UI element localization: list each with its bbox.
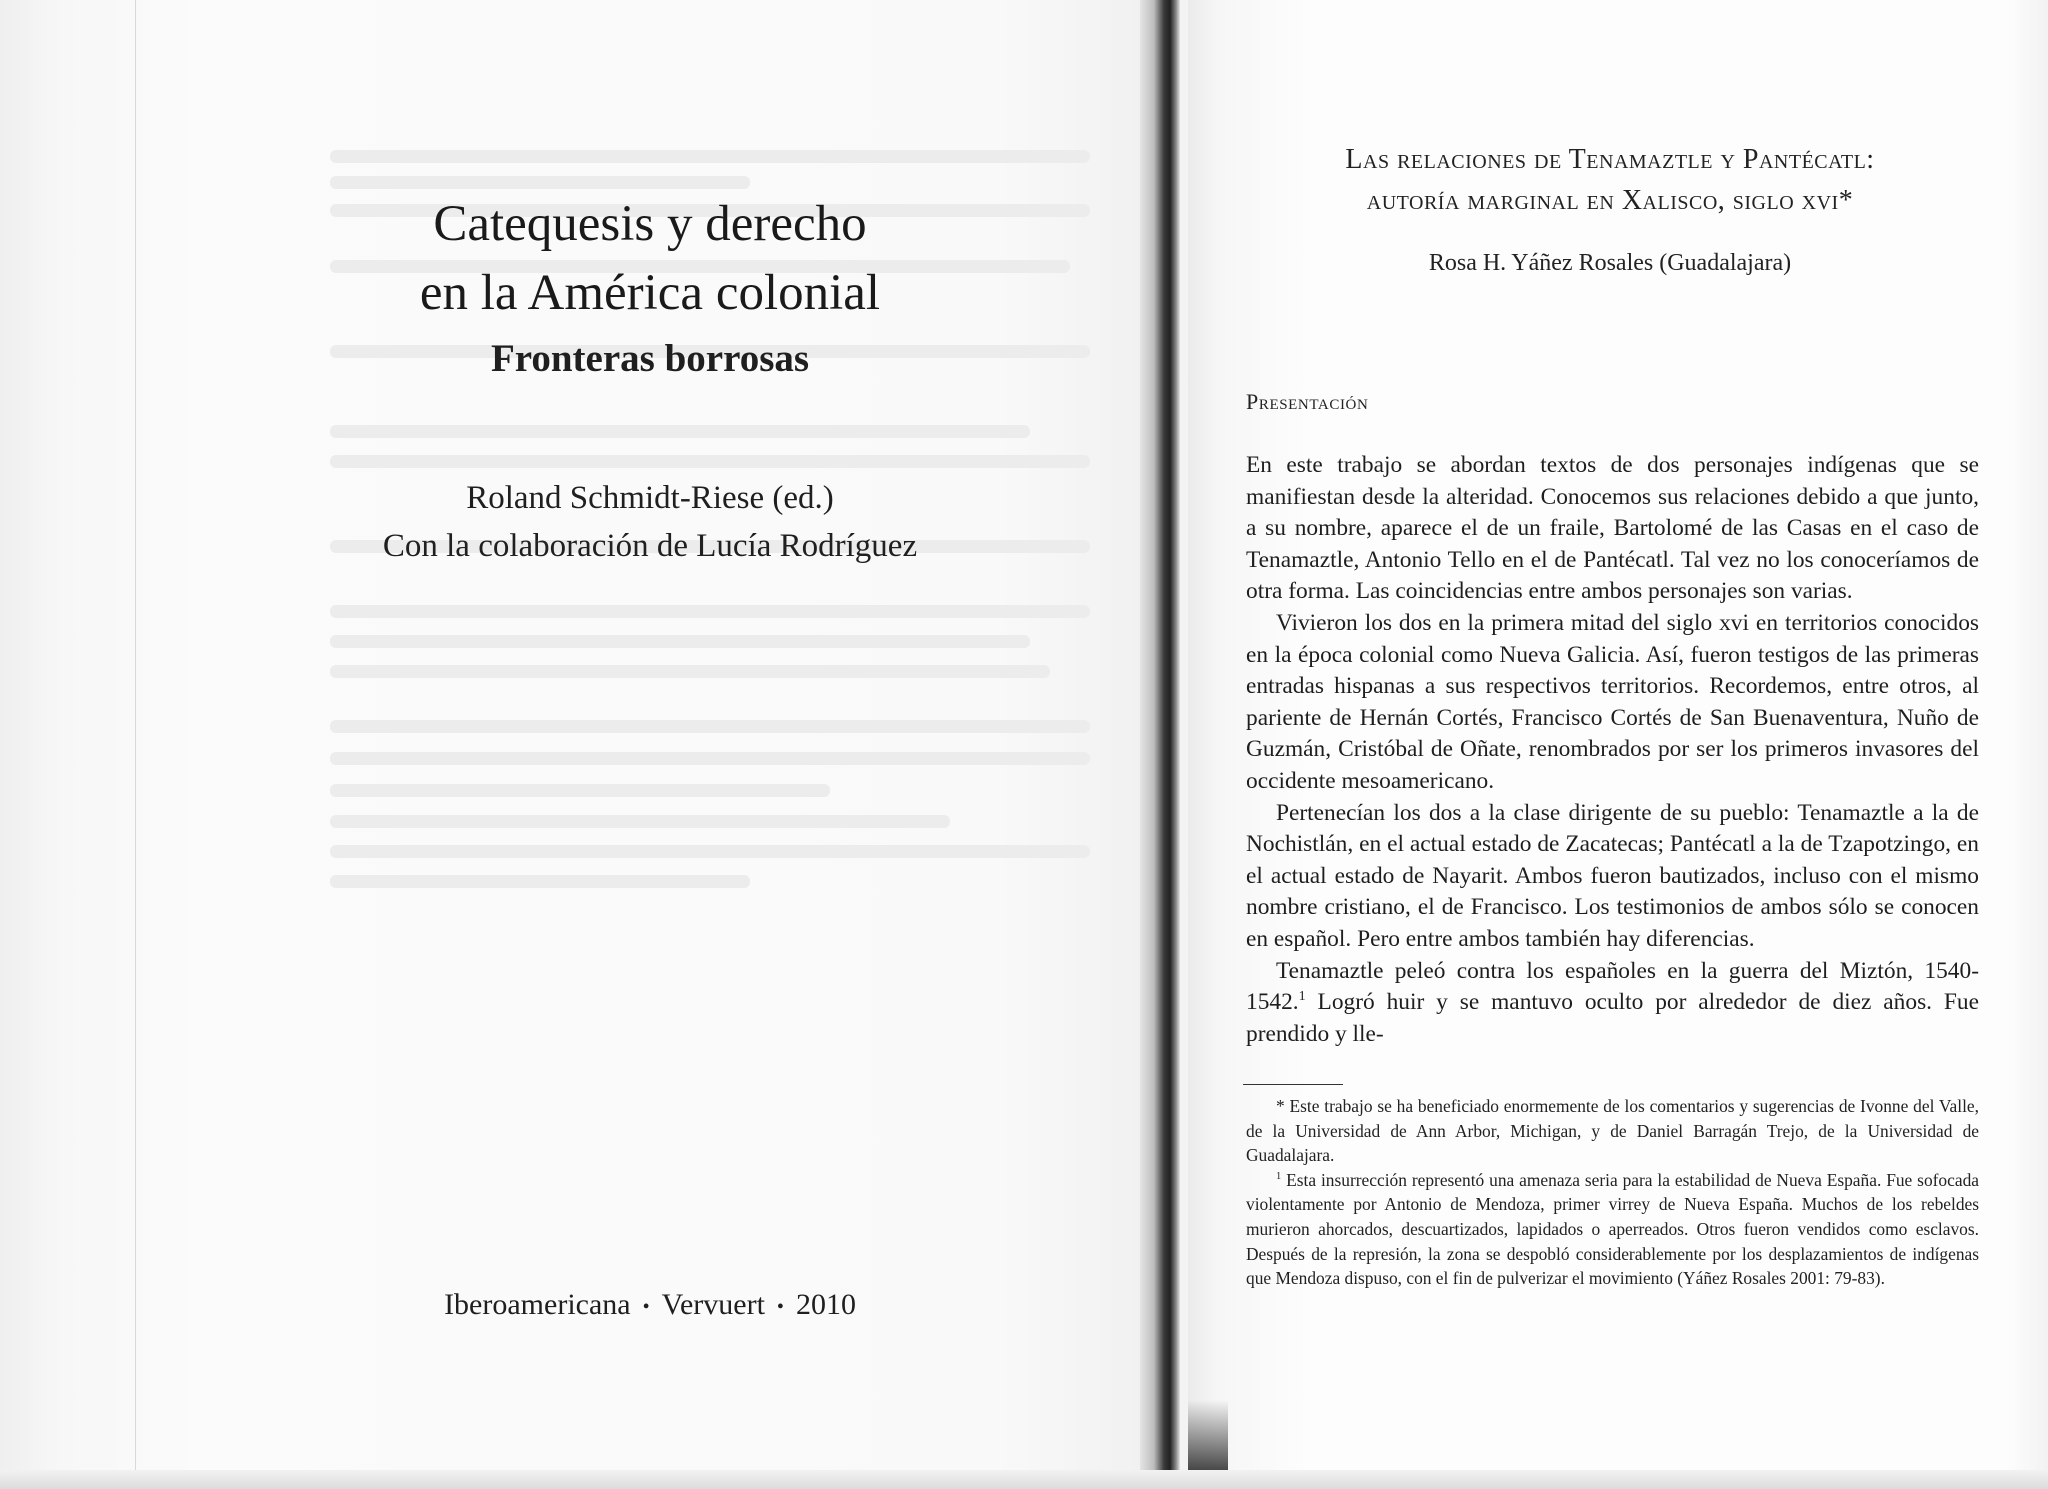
bleed-through-line <box>330 875 750 888</box>
book-title-line-2: en la América colonial <box>419 264 881 321</box>
bullet-separator: • <box>776 1295 784 1318</box>
body-paragraph-text: Logró huir y se mantuvo oculto por alrededor de diez años. Fue prendido y lle- <box>1246 989 1979 1047</box>
publisher-name: Iberoamericana <box>444 1288 631 1321</box>
book-subtitle: Fronteras borrosas <box>490 336 810 380</box>
bleed-through-line <box>330 635 1030 648</box>
article-body <box>1246 450 1979 1050</box>
body-paragraph-text: Tenamaztle peleó contra los españoles en la guerra del Miztón, 1540-1542. <box>1246 957 1979 1016</box>
bleed-through-line <box>330 665 1050 678</box>
bullet-separator: • <box>642 1295 650 1318</box>
spine-gap <box>1180 0 1188 1489</box>
editor-block <box>320 475 980 571</box>
article-title <box>1240 140 1980 221</box>
bleed-through-line <box>330 605 1090 618</box>
publication-year: 2010 <box>795 1288 856 1321</box>
bleed-through-line <box>330 425 1030 438</box>
bleed-through-line <box>330 845 1090 858</box>
page-gutter-line <box>135 0 136 1489</box>
book-title-line-1: Catequesis y derecho <box>433 196 867 252</box>
footnote-text: Esta insurrección representó una amenaza seria para la estabilidad de Nueva España. Fue sofocada violentamente por Antonio de Mendoza, primer virrey de Nueva España. Muchos de los rebeldes murieron ahorcados, descuartizados, lapidados o aperreados. Otros fueron vendidos como esclavos. Después de la represión, la zona se despobló considerablemente por los desplazamientos de indígenas que Mendoza dispuso, con el fin de pulverizar el movimiento (Yáñez Rosales 2001: 79-83). <box>1246 1169 1979 1289</box>
book-spine-shadow <box>1140 0 1180 1489</box>
article-title-line-1: Las relaciones de Tenamaztle y Pantécatl: <box>1345 144 1875 175</box>
body-paragraph <box>1246 956 1979 1051</box>
article-title-line-2: autoría marginal en Xalisco, siglo xvi* <box>1366 184 1854 216</box>
footnote-rule <box>1243 1084 1343 1085</box>
footnote-mark: * <box>1276 1096 1285 1116</box>
body-paragraph: Vivieron los dos en la primera mitad del siglo xvi en territorios conocidos en la época colonial como Nueva Galicia. Así, fueron testigos de las primeras entradas hispanas a sus respectivos territorios. Recordemos, entre otros, al pariente de Hernán Cortés, Francisco Cortés de San Buenaventura, Nuño de Guzmán, Cristóbal de Oñate, renombrados por ser los primeros invasores del occidente mesoamericano. <box>1246 609 1979 794</box>
footnote-mark: 1 <box>1276 1170 1282 1182</box>
footnote <box>1246 1168 1979 1291</box>
footnote-reference: 1 <box>1298 988 1306 1005</box>
bleed-through-line <box>330 752 1090 765</box>
body-paragraph: En este trabajo se abordan textos de dos personajes indígenas que se manifiestan desde la alteridad. Conocemos sus relaciones debido a que junto, a su nombre, aparece el de un fraile, Bartolomé de las Casas en el caso de Tenamaztle, Antonio Tello en el de Pantécatl. Tal vez no los conoceríamos de otra forma. Las coincidencias entre ambos personajes son varias. <box>1246 452 1979 605</box>
bleed-through-line <box>330 455 1090 468</box>
scan-bottom-edge <box>0 1470 2048 1489</box>
footnote <box>1246 1094 1979 1168</box>
bleed-through-line <box>330 176 750 189</box>
editor-name: Roland Schmidt-Riese (ed.) <box>466 480 834 516</box>
bleed-through-line <box>330 720 1090 733</box>
collaboration-credit: Con la colaboración de Lucía Rodríguez <box>382 527 918 564</box>
bleed-through-line <box>330 815 950 828</box>
bleed-through-line <box>330 784 830 797</box>
book-title-block <box>340 190 960 381</box>
footnotes <box>1246 1094 1979 1291</box>
body-paragraph: Pertenecían los dos a la clase dirigente de su pueblo: Tenamaztle a la de Nochistlán, en el actual estado de Zacatecas; Pantécatl a la de Tzapotzingo, en el actual estado de Nayarit. Ambos fueron bautizados, incluso con el mismo nombre cristiano, el de Francisco. Los testimonios de ambos sólo se conocen en español. Pero entre ambos también hay diferencias. <box>1246 799 1979 952</box>
publisher-imprint: Vervuert <box>661 1288 765 1321</box>
footnote-text: Este trabajo se ha beneficiado enormemente de los comentarios y sugerencias de Ivonne del Valle, de la Universidad de Ann Arbor, Michigan, y de Daniel Barragán Trejo, de la Universidad de Guadalajara. <box>1246 1096 1979 1166</box>
publisher-line <box>320 1288 980 1322</box>
article-author: Rosa H. Yáñez Rosales (Guadalajara) <box>1428 250 1792 276</box>
book-title <box>340 190 960 328</box>
bleed-through-line <box>330 150 1090 163</box>
section-heading: Presentación <box>1246 389 1369 414</box>
